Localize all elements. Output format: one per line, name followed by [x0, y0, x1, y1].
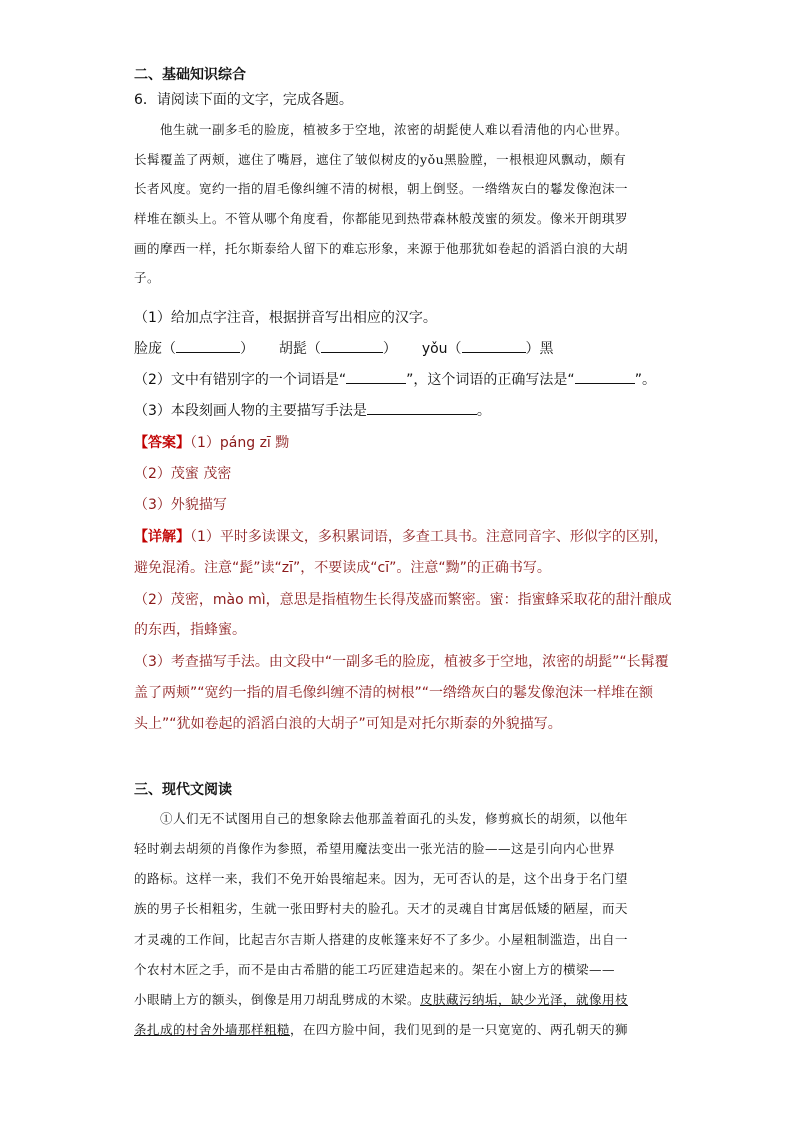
fill-item-close: ）黑: [525, 341, 554, 357]
answer-text: （1）páng zī 黝: [190, 435, 290, 451]
sub-question-3: [134, 400, 491, 420]
question-6-prompt: 6．请阅读下面的文字，完成各题。: [134, 92, 353, 108]
section-heading-modern-reading: 三、现代文阅读: [134, 782, 232, 798]
reading-text: ，在四方脸中间，我们见到的是一只宽宽的、两孔朝天的狮: [290, 1022, 629, 1037]
detail-text-line: 盖了两颊”“宽约一指的眉毛像纠缠不清的树根”“一绺绺灰白的鬈发像泡沫一样堆在额: [134, 685, 654, 701]
sub-question-2-text: ”，这个词语的正确写法是“: [406, 372, 575, 388]
reading-line: 轻时剃去胡须的肖像作为参照，希望用魔法变出一张光洁的脸——这是引向内心世界: [134, 841, 616, 856]
passage-line: 样堆在额头上。不管从哪个角度看，你都能见到热带森林般茂蜜的须发。像米开朗琪罗: [134, 211, 629, 226]
fill-item-row: [134, 338, 554, 358]
reading-line: 才灵魂的工作间，比起吉尔吉斯人搭建的皮帐篷来好不了多少。小屋粗制滥造，出自一: [134, 932, 629, 947]
answer-blank[interactable]: [575, 371, 635, 384]
answer-row-1: [134, 432, 289, 452]
detail-row-1: [134, 526, 668, 546]
answer-row-3: （3）外貌描写: [134, 497, 227, 513]
detail-text-line: （2）茂密，mào mì，意思是指植物生长得茂盛而繁密。蜜：指蜜蜂采取花的甜汁酿成: [134, 592, 672, 608]
sub-question-2-text: ”。: [634, 372, 656, 388]
fill-item-word: 胡髭（: [278, 341, 321, 357]
fill-item-word: yǒu（: [421, 341, 462, 357]
passage-line: 长髯覆盖了两颊，遮住了嘴唇，遮住了皱似树皮的yǒu黑脸膛，一根根迎风飘动，颇有: [134, 152, 627, 167]
passage-line: 长者风度。宽约一指的眉毛像纠缠不清的树根，朝上倒竖。一绺绺灰白的鬈发像泡沫一: [134, 181, 629, 196]
answer-label: 【答案】: [134, 435, 190, 451]
answer-blank[interactable]: [321, 340, 383, 353]
detail-text-line: 头上”“犹如卷起的滔滔白浪的大胡子”可知是对托尔斯泰的外貌描写。: [134, 716, 562, 732]
detail-text-line: 避免混淆。注意“髭”读“zī”，不要读成“cī”。注意“黝”的正确书写。: [134, 560, 551, 576]
fill-item-close: ）: [382, 341, 397, 357]
sub-question-3-text: 。: [476, 403, 491, 419]
fill-item-close: ）: [240, 341, 254, 357]
answer-blank[interactable]: [367, 402, 477, 415]
answer-row-2: （2）茂蜜 茂密: [134, 466, 232, 482]
reading-line: [134, 1020, 628, 1038]
underlined-text: 条扎成的村舍外墙那样粗糙: [134, 1022, 291, 1037]
reading-line: 个农村木匠之手，而不是由古希腊的能工巧匠建造起来的。架在小窗上方的横梁——: [134, 962, 616, 977]
answer-blank[interactable]: [462, 340, 526, 353]
reading-text: 小眼睛上方的额头，倒像是用刀胡乱劈成的木梁。: [134, 992, 421, 1007]
answer-blank[interactable]: [176, 340, 240, 353]
reading-line: [134, 990, 628, 1008]
detail-label: 【详解】: [134, 529, 190, 545]
detail-text-line: 的东西，指蜂蜜。: [134, 622, 246, 638]
sub-question-2-text: （2）文中有错别字的一个词语是“: [134, 372, 347, 388]
detail-text: （1）平时多读课文，多积累词语，多查工具书。注意同音字、形似字的区别，: [190, 529, 668, 545]
passage-line: 画的摩西一样，托尔斯泰给人留下的难忘形象，来源于他那犹如卷起的滔滔白浪的大胡: [134, 241, 629, 256]
passage-line: 他生就一副多毛的脸庞，植被多于空地，浓密的胡髭使人难以看清他的内心世界。: [160, 122, 629, 137]
reading-line: 的路标。这样一来，我们不免开始畏缩起来。因为，无可否认的是，这个出身于名门望: [134, 871, 629, 886]
underlined-text: 皮肤藏污纳垢，缺少光泽，就像用枝: [420, 992, 629, 1007]
fill-item-word: 脸庞（: [134, 341, 176, 357]
answer-blank[interactable]: [346, 371, 406, 384]
detail-text-line: （3）考查描写手法。由文段中“一副多毛的脸庞，植被多于空地，浓密的胡髭”“长髯覆: [134, 654, 669, 670]
sub-question-1: （1）给加点字注音，根据拼音写出相应的汉字。: [134, 310, 437, 326]
reading-line: 族的男子长相粗劣，生就一张田野村夫的脸孔。天才的灵魂自甘寓居低矮的陋屋，而天: [134, 901, 629, 916]
reading-line: ①人们无不试图用自己的想象除去他那盖着面孔的头发，修剪疯长的胡须，以他年: [160, 811, 629, 826]
passage-line: 子。: [134, 270, 161, 285]
section-heading-basic-knowledge: 二、基础知识综合: [134, 67, 246, 83]
sub-question-3-text: （3）本段刻画人物的主要描写手法是: [134, 403, 367, 419]
sub-question-2: [134, 369, 656, 389]
